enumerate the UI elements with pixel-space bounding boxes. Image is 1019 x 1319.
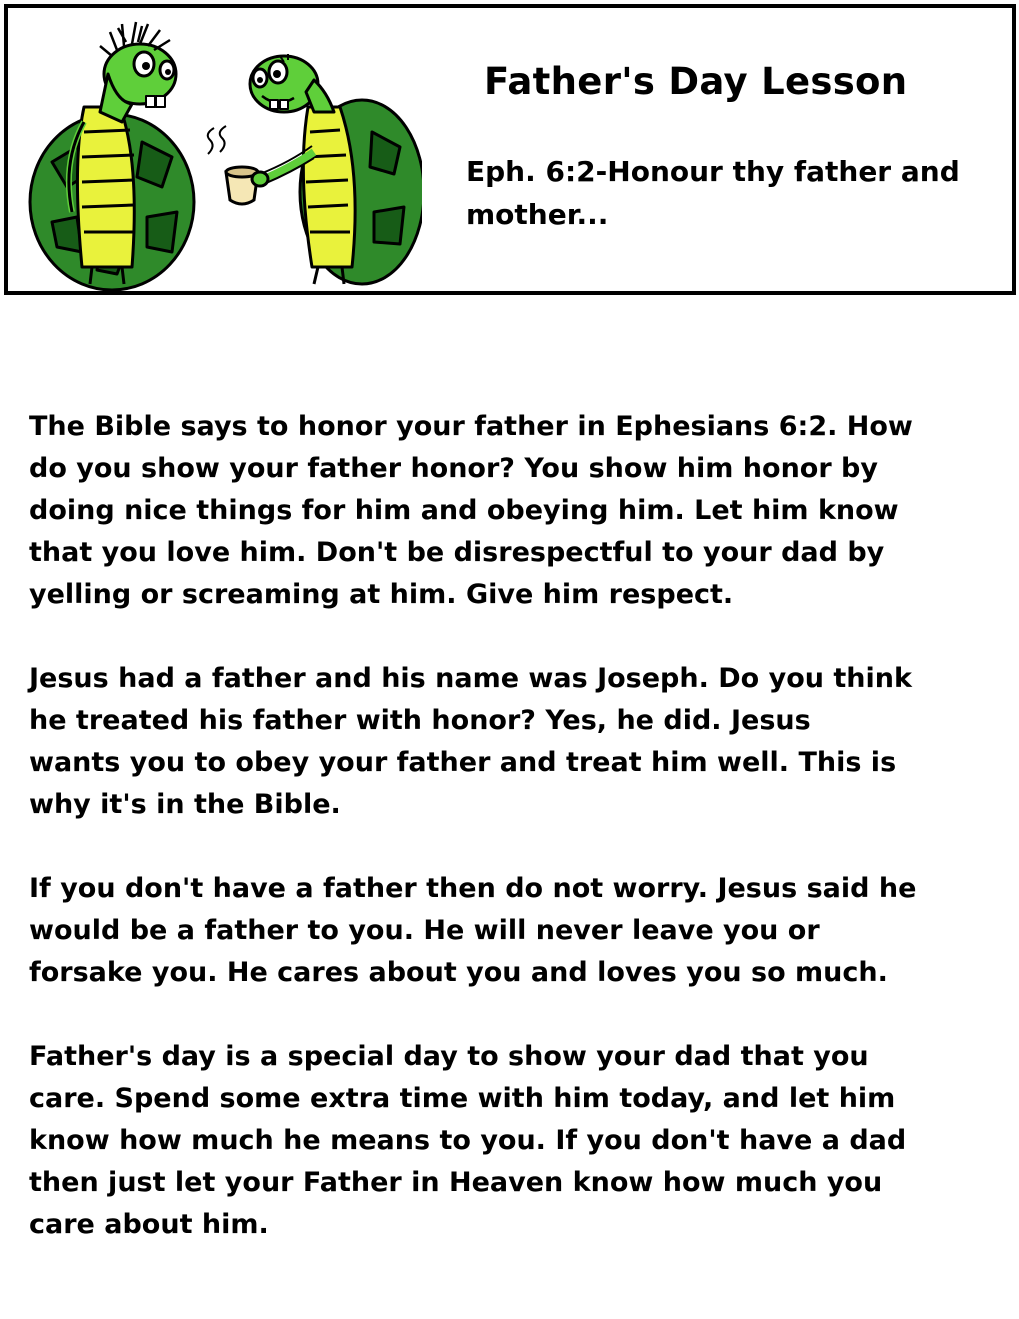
coffee-cup-icon [226,167,258,204]
turtles-illustration [22,12,422,294]
turtle-right-icon [250,54,422,284]
verse-reference: Eph. 6:2-Honour thy father and mother... [466,155,960,231]
page-title: Father's Day Lesson [484,60,908,103]
lesson-paragraph: Jesus had a father and his name was Joseph. Do you think he treated his father with honor? Yes, he did. Jesus wants you to obey your father and treat him well. This is why it's in the Bible. [29,663,912,820]
lesson-paragraph: If you don't have a father then do not worry. Jesus said he would be a father to you. He will never leave you or forsake you. He cares about you and loves you so much. [29,873,917,988]
lesson-paragraph: The Bible says to honor your father in Ephesians 6:2. How do you show your father honor? You show him honor by doing nice things for him and obeying him. Let him know that you love him. Don't be disrespectful to your dad by yelling or screaming at him. Give him respect. [29,411,913,610]
turtle-left-icon [30,22,194,290]
steam-icon [208,126,226,154]
lesson-body [29,406,1004,1288]
lesson-paragraph: Father's day is a special day to show your dad that you care. Spend some extra time with him today, and let him know how much he means to you. If you don't have a dad then just let your Father in Heaven know how much you care about him. [29,1041,907,1240]
header-box [4,4,1016,295]
